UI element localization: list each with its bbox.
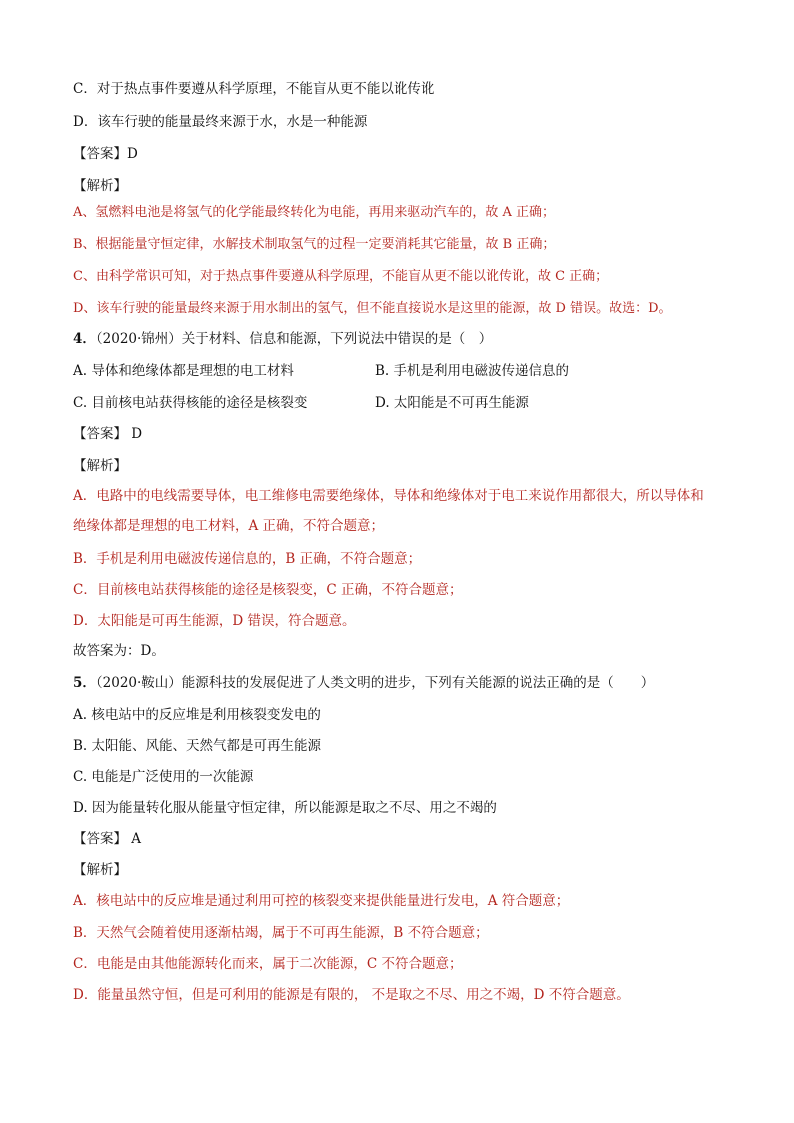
q4-options-row-2 <box>73 393 529 413</box>
q3-analysis-line: D、该车行驶的能量最终来源于用水制出的氢气，但不能直接说水是这里的能源，故 D 错误。故选：D。 <box>73 301 672 316</box>
q4-number: 4． <box>73 331 96 347</box>
q5-option-a: A. 核电站中的反应堆是利用核裂变发电的 <box>73 707 321 723</box>
q4-stem <box>73 329 492 349</box>
q3-analysis-line: A、氢燃料电池是将氢气的化学能最终转化为电能，再用来驱动汽车的，故 A 正确； <box>73 205 556 220</box>
q5-number: 5． <box>73 675 96 691</box>
q4-options-row-1 <box>73 361 570 381</box>
q3-answer: 【答案】D <box>73 146 138 162</box>
q3-analysis-line: C、由科学常识可知，对于热点事件要遵从科学原理，不能盲从更不能以讹传讹，故 C 正确； <box>73 269 609 284</box>
q3-analysis-line: B、根据能量守恒定律，水解技术制取氢气的过程一定要消耗其它能量，故 B 正确； <box>73 237 556 252</box>
q4-option-a: A. 导体和绝缘体都是理想的电工材料 <box>73 363 294 379</box>
q4-analysis-line: C．目前核电站获得核能的途径是核裂变，C 正确，不符合题意； <box>73 582 463 598</box>
q4-option-b: B. 手机是利用电磁波传递信息的 <box>375 363 570 379</box>
q4-analysis-title: 【解析】 <box>73 458 127 474</box>
q4-option-c: C. 目前核电站获得核能的途径是核裂变 <box>73 395 308 411</box>
q4-analysis-line: B．手机是利用电磁波传递信息的，B 正确，不符合题意； <box>73 551 422 567</box>
q5-stem <box>73 673 654 693</box>
q4-analysis-line: D．太阳能是可再生能源，D 错误，符合题意。 <box>73 613 356 629</box>
q5-analysis-title: 【解析】 <box>73 862 127 878</box>
q5-analysis-line: B．天然气会随着使用逐渐枯竭，属于不可再生能源，B 不符合题意； <box>73 925 489 941</box>
q5-answer: 【答案】 A <box>73 831 142 847</box>
q5-analysis-line: C．电能是由其他能源转化而来，属于二次能源，C 不符合题意； <box>73 956 463 972</box>
q4-analysis-line: A．电路中的电线需要导体，电工维修电需要绝缘体，导体和绝缘体对于电工来说作用都很大，所以导体和 <box>73 488 704 504</box>
q5-analysis-line: A．核电站中的反应堆是通过利用可控的核裂变来提供能量进行发电，A 符合题意； <box>73 893 570 909</box>
q3-analysis-title: 【解析】 <box>73 178 127 194</box>
q4-conclusion: 故答案为：D。 <box>73 643 165 659</box>
q4-stem-text: （2020·锦州）关于材料、信息和能源，下列说法中错误的是（ ） <box>95 331 493 347</box>
q5-stem-text: （2020·鞍山）能源科技的发展促进了人类文明的进步，下列有关能源的说法正确的是（ ） <box>95 675 655 691</box>
q5-option-d: D. 因为能量转化服从能量守恒定律，所以能源是取之不尽、用之不竭的 <box>73 800 497 816</box>
q4-analysis-line: 绝缘体都是理想的电工材料，A 正确，不符合题意； <box>73 518 385 534</box>
q3-option-d: D．该车行驶的能量最终来源于水，水是一种能源 <box>73 114 368 130</box>
q4-answer: 【答案】 D <box>73 426 143 442</box>
q5-option-b: B. 太阳能、风能、天然气都是可再生能源 <box>73 738 322 754</box>
q3-option-c: C．对于热点事件要遵从科学原理，不能盲从更不能以讹传讹 <box>73 81 435 97</box>
q5-analysis-line: D．能量虽然守恒，但是可利用的能源是有限的， 不是取之不尽、用之不竭，D 不符合题意。 <box>73 987 630 1003</box>
q5-option-c: C. 电能是广泛使用的一次能源 <box>73 769 254 785</box>
q4-option-d: D. 太阳能是不可再生能源 <box>375 395 529 411</box>
